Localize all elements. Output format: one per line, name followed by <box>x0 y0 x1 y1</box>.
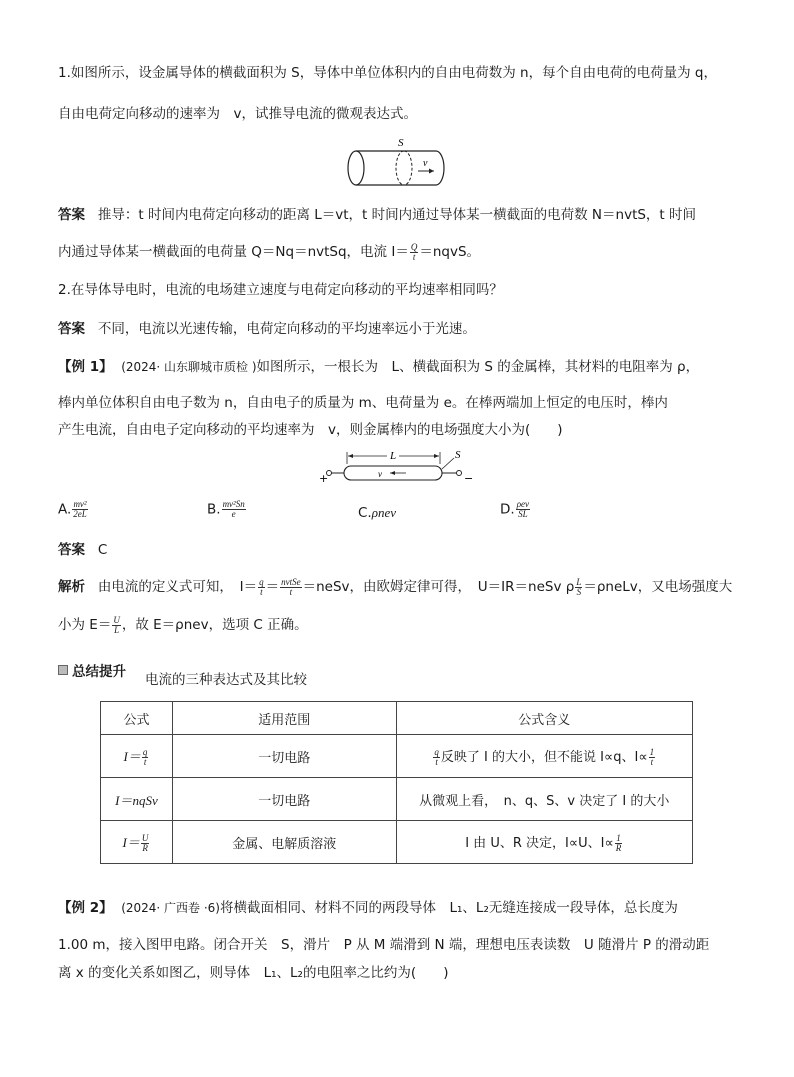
summary-table <box>100 701 693 864</box>
ex1-line3: 产生电流，自由电子定向移动的平均速率为 v，则金属棒内的电场强度大小为( ) <box>58 422 563 438</box>
metal-rod-figure <box>318 446 478 488</box>
summary-icon <box>58 665 68 675</box>
svg-text:L: L <box>390 450 397 462</box>
analysis-label: 解析 <box>58 579 85 595</box>
answer-label: 答案 <box>58 321 85 337</box>
example-label: 【例 1】 <box>58 359 113 375</box>
svg-text:+: + <box>319 472 329 485</box>
fig1-S-label: S <box>398 137 404 149</box>
answer-label: 答案 <box>58 542 85 558</box>
ex1-analysis-row1: 解析 由电流的定义式可知， I＝ $\frac{q}{t}$ ＝ $\frac{\text{nvtSe}}{t}$ ＝neSv，由欧姆定律可得， U＝IR＝neSv ρ $\frac{L}{S}$ ＝ρneLv，又电场强度大 <box>58 576 733 597</box>
table-header-row <box>101 702 693 735</box>
q2-answer-row: 答案 不同，电流以光速传输，电荷定向移动的平均速率远小于光速。 <box>58 321 476 337</box>
example-source: (2024· 山东聊城市质检 ) <box>121 360 257 374</box>
table-row: I＝ $\frac{U}{R}$ 金属、电解质溶液 I 由 U、R 决定，I∝U、I∝ $\frac{1}{R}$ <box>101 821 693 864</box>
ex2-line2: 1.00 m，接入图甲电路。闭合开关 S，滑片 P 从 M 端滑到 N 端，理想电压表读数 U 随滑片 P 的滑动距 <box>58 937 710 953</box>
ex1-line2: 棒内单位体积自由电子数为 n，自由电子的质量为 m、电荷量为 e。在棒两端加上恒定的电压时，棒内 <box>58 395 668 411</box>
summary-heading: 总结提升 <box>58 660 126 680</box>
table-header: 公式含义 <box>396 702 693 735</box>
option-c: C.ρnev <box>358 505 396 521</box>
q2-line1: 2.在导体导电时，电流的电场建立速度与电荷定向移动的平均速率相同吗？ <box>58 282 503 298</box>
example-source: (2024· 广西卷 ·6) <box>121 901 220 915</box>
svg-text:v: v <box>378 469 382 479</box>
option-b: B. $\frac{\text{mv²Sn}}{e}$ <box>207 499 245 519</box>
option-d: D. $\frac{\text{ρev}}{SL}$ <box>500 499 529 519</box>
table-row: I＝nqSv 一切电路 从微观上看， n、q、S、v 决定了 I 的大小 <box>101 778 693 821</box>
fraction: $\frac{Q}{t}$ <box>410 241 418 262</box>
q1-answer-row2: 内通过导体某一横截面的电荷量 Q＝Nq＝nvtSq，电流 I＝ $\frac{Q}{t}$ ＝nqvS。 <box>58 241 481 262</box>
conductor-cylinder-figure <box>340 133 452 191</box>
ex2-line1: 【例 2】 (2024· 广西卷 ·6)将横截面相同、材料不同的两段导体 L₁、L₂无缝连接成一段导体，总长度为 <box>58 900 678 916</box>
q1-answer-text1: 推导：t 时间内电荷定向移动的距离 L＝vt，t 时间内通过导体某一横截面的电荷数 N＝nvtS，t 时间 <box>97 207 697 223</box>
svg-text:−: − <box>464 472 474 485</box>
q1-line2: 自由电荷定向移动的速率为 v，试推导电流的微观表达式。 <box>58 106 417 122</box>
summary-subtitle: 电流的三种表达式及其比较 <box>145 672 307 688</box>
table-header: 公式 <box>101 702 173 735</box>
table-header: 适用范围 <box>172 702 396 735</box>
option-a: A. $\frac{\text{mv²}}{2eL}$ <box>58 499 87 519</box>
ex1-answer-row: 答案 C <box>58 542 108 558</box>
q1-answer-row1 <box>58 203 696 223</box>
ex1-analysis-row2: 小为 E＝ $\frac{U}{L}$ ，故 E＝ρnev，选项 C 正确。 <box>58 614 308 635</box>
ex1-line1: 【例 1】 (2024· 山东聊城市质检 )如图所示，一根长为 L、横截面积为 S 的金属棒，其材料的电阻率为 ρ， <box>58 359 700 375</box>
fig1-v-label: v <box>423 158 428 169</box>
table-row: I＝ $\frac{q}{t}$ 一切电路 $\frac{q}{t}$ 反映了 I 的大小，但不能说 I∝q、I∝ $\frac{1}{t}$ <box>101 735 693 778</box>
ex2-line3: 离 x 的变化关系如图乙，则导体 L₁、L₂的电阻率之比约为( ) <box>58 965 449 981</box>
q1-line1: 1.如图所示，设金属导体的横截面积为 S，导体中单位体积内的自由电荷数为 n，每个自由电荷的电荷量为 q， <box>58 65 717 81</box>
answer-label: 答案 <box>58 207 85 223</box>
svg-text:S: S <box>455 449 461 461</box>
example-label: 【例 2】 <box>58 900 113 916</box>
